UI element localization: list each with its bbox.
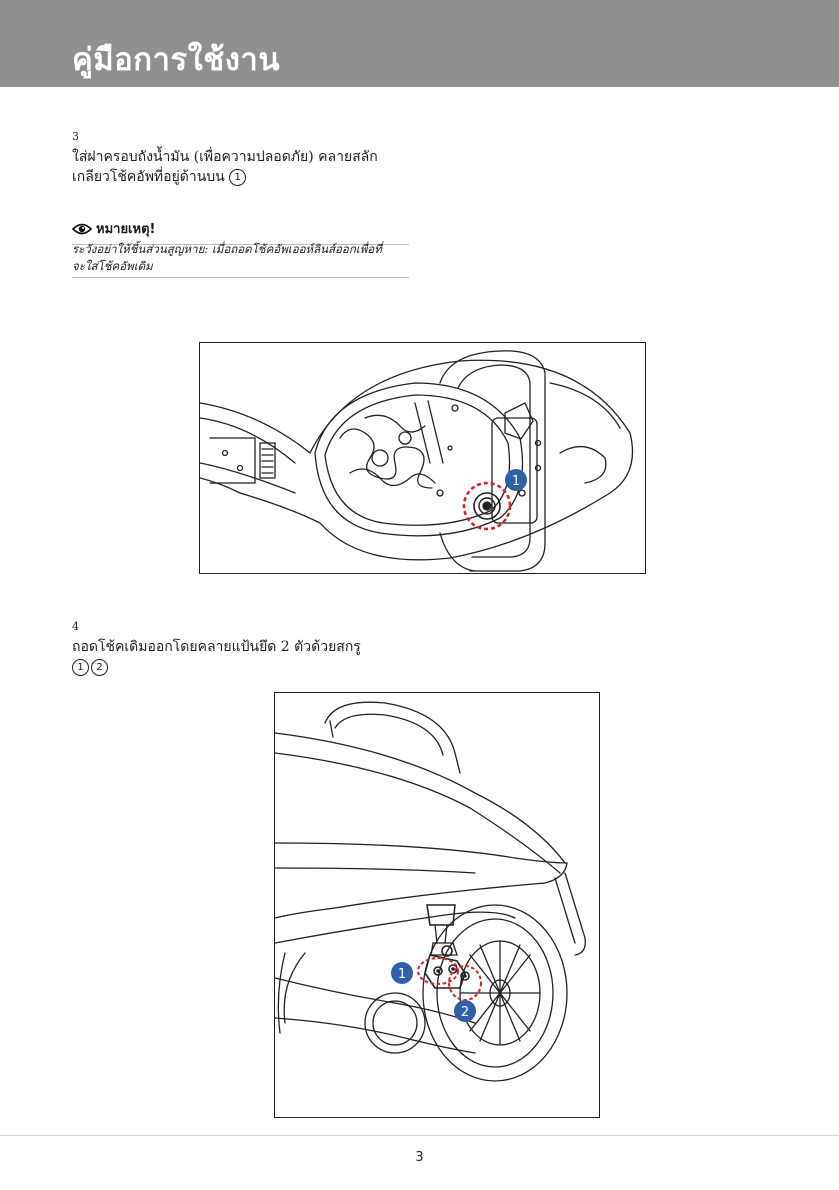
page-number: 3 [415,1150,424,1165]
note-line: ระวังอย่าให้ชิ้นส่วนสูญหาย: เมื่อถอดโช้คอัพเออห์ลินส์ออกเพื่อที่ [72,242,382,256]
scooter-rear-wheel-drawing [275,693,599,1117]
page-header [0,0,839,87]
page-title: คู่มือการใช้งาน [72,42,281,78]
step-instruction [72,637,361,677]
note-title: หมายเหตุ! [96,222,156,237]
step-number: 3 [72,130,79,143]
step-instruction-text: เกลียวโช้คอัพที่อยู่ด้านบน [72,169,225,185]
scooter-top-view-drawing [200,343,645,573]
step-number: 4 [72,620,79,633]
callout-marker: 1 [72,659,89,676]
figure-under-seat-illustration [199,342,646,574]
note-body [72,241,409,278]
figure-rear-shock-illustration [274,692,600,1118]
step-instruction [72,147,378,187]
step-instruction-line: ใส่ฝาครอบถังน้ำมัน (เพื่อความปลอดภัย) คลายสลัก [72,149,378,165]
footer-divider [0,1135,839,1136]
note-line: จะใส่โช้คอัพเดิม [72,259,153,273]
step-instruction-line [72,657,361,677]
step-instruction-line [72,167,378,187]
figure-callout-2: 2 [460,1005,470,1020]
step-instruction-line: ถอดโช้คเดิมออกโดยคลายแป้นยึด 2 ตัวด้วยสกรู [72,639,361,655]
figure-callout-1: 1 [397,967,407,982]
figure-callout-1: 1 [511,474,521,489]
callout-marker: 1 [229,169,246,186]
callout-marker: 2 [91,659,108,676]
eye-icon [72,222,92,240]
